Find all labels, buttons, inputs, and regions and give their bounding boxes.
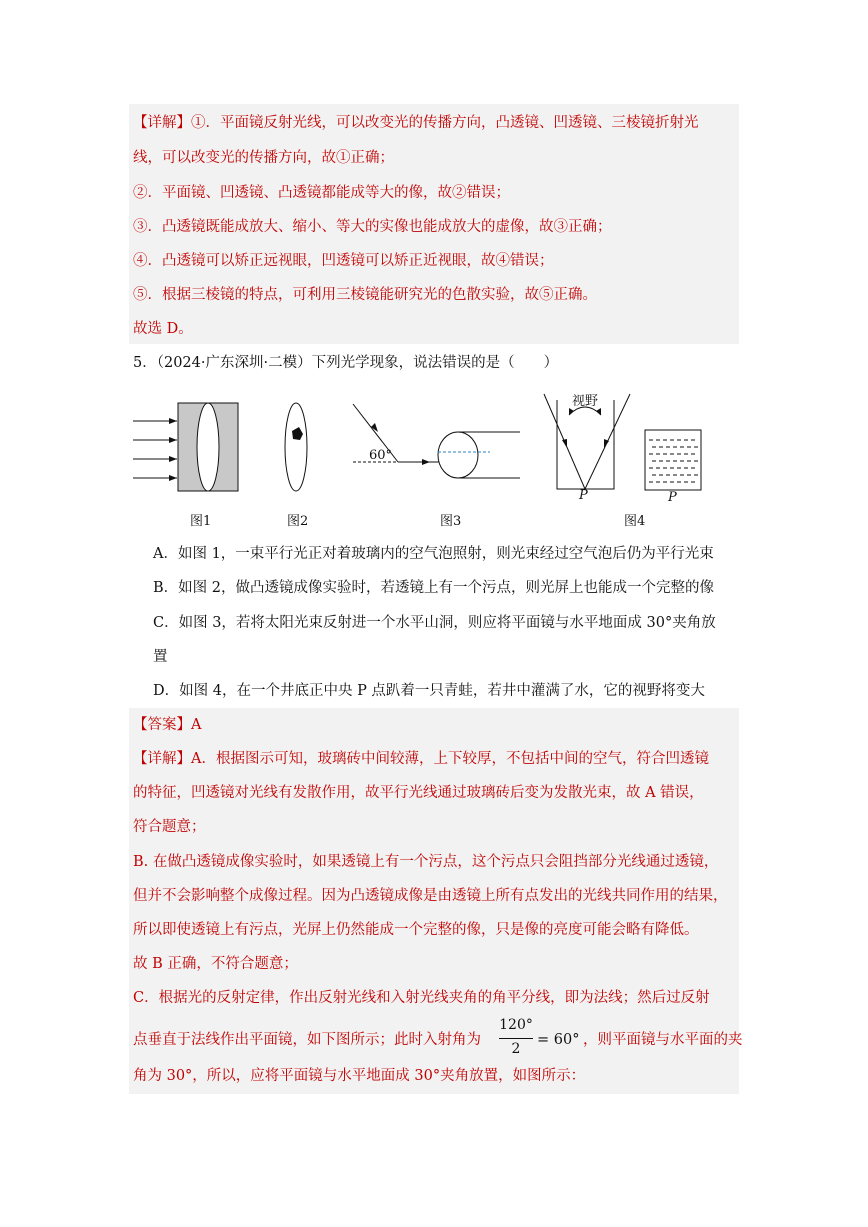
detail-line-2: 的特征，凹透镜对光线有发散作用，故平行光线通过玻璃砖后变为发散光束，故 A 错误， (133, 785, 704, 801)
block1-line-3: ②．平面镜、凹透镜、凸透镜都能成等大的像，故②错误； (133, 185, 510, 201)
fraction-equals: = 60° (537, 1032, 580, 1048)
figure-3-caption: 图3 (440, 514, 462, 529)
option-c-continued: 置 (153, 649, 168, 665)
detail-line-7: 故 B 正确，不符合题意； (133, 956, 298, 972)
block1-line-6: ⑤．根据三棱镜的特点，可利用三棱镜能研究光的色散实验，故⑤正确。 (133, 287, 597, 303)
figure-1-caption: 图1 (190, 514, 212, 529)
angle-label: 60° (369, 448, 393, 463)
block1-line-1: 【详解】①．平面镜反射光线，可以改变光的传播方向，凸透镜、凹透镜、三棱镜折射光 (133, 115, 699, 131)
block1-line-7: 故选 D。 (133, 321, 193, 337)
detail-line-9: 点垂直于法线作出平面镜，如下图所示；此时入射角为 (133, 1032, 481, 1048)
figure-2-caption: 图2 (287, 514, 309, 529)
fraction-denominator: 2 (511, 1041, 521, 1057)
detail-line-10: 角为 30°，所以，应将平面镜与水平地面成 30°夹角放置，如图所示： (133, 1068, 586, 1084)
detail-line-8: C．根据光的反射定律，作出反射光线和入射光线夹角的角平分线，即为法线；然后过反射 (133, 990, 710, 1006)
detail-line-1: 【详解】A．根据图示可知，玻璃砖中间较薄，上下较厚，不包括中间的空气，符合凹透镜 (133, 751, 709, 767)
detail-line-9-tail: ，则平面镜与水平面的夹 (583, 1032, 743, 1048)
detail-line-6: 所以即使透镜上有污点，光屏上仍然能成一个完整的像，只是像的亮度可能会略有降低。 (133, 922, 699, 938)
option-d: D．如图 4，在一个井底正中央 P 点趴着一只青蛙，若井中灌满了水，它的视野将变大 (153, 683, 705, 699)
answer-line (133, 715, 201, 735)
answer-value: A (191, 717, 202, 733)
option-a: A．如图 1，一束平行光正对着玻璃内的空气泡照射，则光束经过空气泡后仍为平行光束 (153, 546, 714, 562)
figure-4-caption: 图4 (624, 514, 646, 529)
point-p-label: P (579, 488, 588, 503)
fraction-bar (499, 1038, 533, 1039)
detail-line-3: 符合题意； (133, 819, 206, 835)
point-p-label-2: P (668, 490, 677, 505)
block1-line-2: 线，可以改变光的传播方向，故①正确； (133, 150, 394, 166)
fraction-numerator: 120° (499, 1017, 533, 1033)
figure-3-mirror-and-cave (353, 404, 520, 478)
view-label: 视野 (572, 394, 599, 409)
option-b: B．如图 2，做凸透镜成像实验时，若透镜上有一个污点，则光屏上也能成一个完整的像 (153, 580, 714, 596)
detail-label: 【详解】 (133, 751, 191, 767)
block1-line-5: ④．凸透镜可以矫正远视眼，凹透镜可以矫正近视眼，故④错误； (133, 253, 554, 269)
figure-4-well-view (544, 394, 701, 490)
option-c: C．如图 3，若将太阳光束反射进一个水平山洞，则应将平面镜与水平地面成 30°夹角放 (153, 615, 716, 631)
answer-label: 【答案】 (133, 717, 191, 733)
detail-line-5: 但并不会影响整个成像过程。因为凸透镜成像是由透镜上所有点发出的光线共同作用的结果， (133, 888, 728, 904)
figure-2-lens-with-spot (285, 403, 307, 491)
question-stem: 5．（2024·广东深圳·二模）下列光学现象，说法错误的是（ ） (133, 355, 559, 371)
block1-line-4: ③．凸透镜既能成放大、缩小、等大的实像也能成放大的虚像，故③正确； (133, 219, 612, 235)
detail-line-4: B. 在做凸透镜成像实验时，如果透镜上有一个污点，这个污点只会阻挡部分光线通过透镜， (133, 854, 719, 870)
figure-1-glass-with-air-bubble (133, 403, 238, 491)
